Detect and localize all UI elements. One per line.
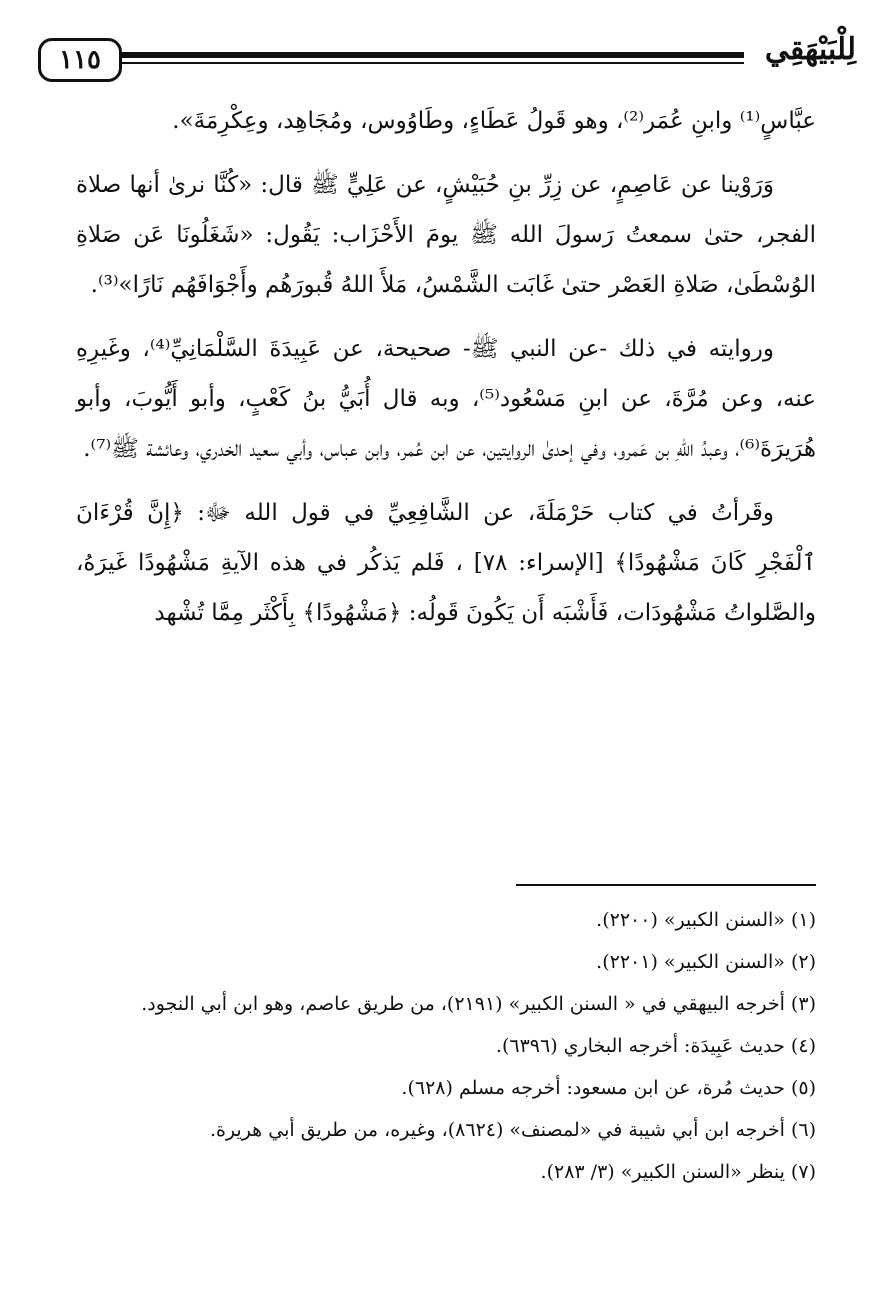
footnote: (٣) أخرجه البيهقي في « السنن الكبير» (٢١٩١)، من طريق عاصم، وهو ابن أبي النجود. bbox=[141, 993, 816, 1015]
page-number-badge bbox=[38, 38, 122, 82]
page-header bbox=[38, 32, 856, 88]
footnote: (٧) ينظر «السنن الكبير» (٣/ ٢٨٣). bbox=[540, 1161, 816, 1183]
footnote-separator bbox=[516, 884, 816, 886]
footnote: (٦) أخرجه ابن أبي شيبة في «لمصنف» (٨٦٢٤)، وغيره، من طريق أبي هريرة. bbox=[209, 1119, 816, 1141]
header-rule-thick bbox=[122, 52, 744, 58]
paragraph: وروايته في ذلك -عن النبي ﷺ- صحيحة، عن عَبِيدَةَ السَّلْمَانِيِّ⁽⁴⁾، وغَيرِهِ عنه، وعن مُرَّةَ، عن ابنِ مَسْعُود⁽⁵⁾، وبه قال أُبَيُّ بنُ كَعْبٍ، وأبو أَيُّوبَ، وأبو هُرَيرَةَ⁽⁶⁾، وعبدُ اللهِ بن عَمرو، وفي إحدىٰ الروايتين، عن ابن عُمر، وابن عباس، وأبي سعيد الخدري، وعائشة ﷺ⁽⁷⁾. bbox=[76, 336, 816, 462]
paragraph: وَرَوْينا عن عَاصِمٍ، عن زِرِّ بنِ حُبَيْشٍ، عن عَلِيٍّ ﷺ قال: «كُنَّا نرىٰ أنها صلاة الفجر، حتىٰ سمعتُ رَسولَ الله ﷺ يومَ الأَحْزَاب: يَقُول: «شَغَلُونَا عَن صَلاةِ الوُسْطَىٰ، صَلاةِ العَصْر حتىٰ غَابَت الشَّمْسُ، مَلأَ اللهُ قُبورَهُم وأَجْوَافَهُم نَارًا»⁽³⁾. bbox=[76, 172, 816, 298]
footnote: (٢) «السنن الكبير» (٢٢٠١). bbox=[596, 951, 816, 973]
footnote: (٥) حديث مُرة، عن ابن مسعود: أخرجه مسلم (٦٢٨). bbox=[401, 1077, 816, 1099]
footnote: (٤) حديث عَبِيدَة: أخرجه البخاري (٦٣٩٦). bbox=[495, 1035, 816, 1057]
paragraph: وقَرأتُ في كتاب حَرْمَلَةَ، عن الشَّافِعِيِّ في قول الله ﷻ: ﴿إِنَّ قُرْءَانَ ٱلْفَجْرِ كَانَ مَشْهُودًا﴾ [الإسراء: ٧٨] ، فَلم يَذكُر في هذه الآيةِ مَشْهُودًا غَيرَهُ، والصَّلواتُ مَشْهُودَات، فَأَشْبَه أَن يَكُونَ قَولُه: ﴿مَشْهُودًا﴾ بِأَكْثَر مِمَّا تُشْهد bbox=[76, 500, 816, 626]
paragraph: عبَّاسٍ⁽¹⁾ وابنِ عُمَر⁽²⁾، وهو قَولُ عَطَاءٍ، وطَاوُوس، ومُجَاهِد، وعِكْرِمَةَ». bbox=[172, 108, 816, 134]
header-rule bbox=[122, 52, 744, 68]
header-rule-thin bbox=[122, 62, 744, 64]
main-text bbox=[76, 96, 816, 652]
page-number: ١١٥ bbox=[59, 45, 101, 75]
running-title: لِلْبَيْهَقِي bbox=[764, 32, 856, 67]
footnote: (١) «السنن الكبير» (٢٢٠٠). bbox=[596, 909, 816, 931]
footnotes bbox=[76, 902, 816, 1196]
